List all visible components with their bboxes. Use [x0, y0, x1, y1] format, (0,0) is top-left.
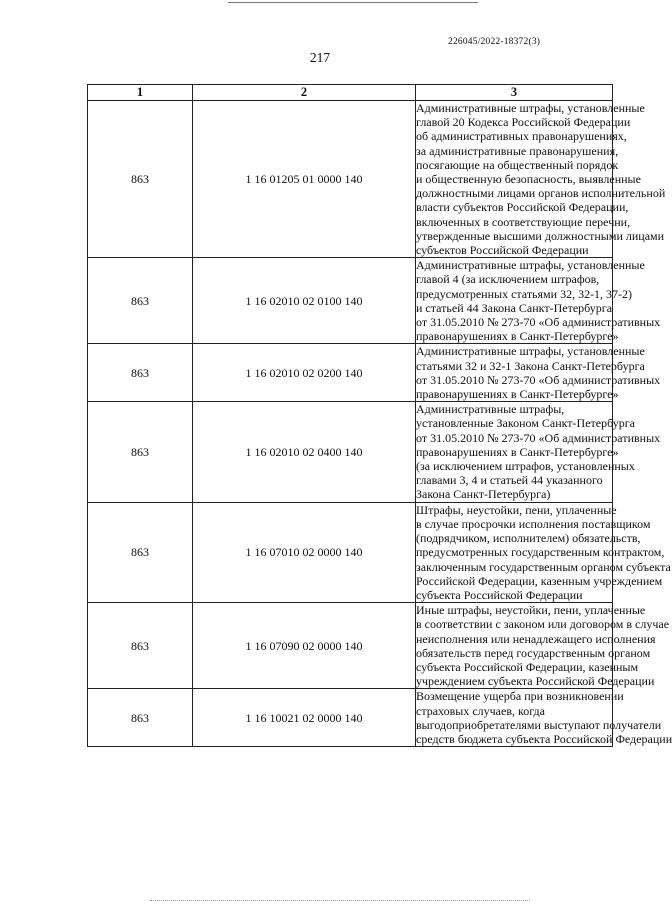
name-line: страховых случаев, когда [416, 703, 545, 718]
name-line: обязательств перед государственным органом [416, 645, 651, 660]
admin-code-cell: 863 [88, 603, 193, 689]
name-line: главой 4 (за исключением штрафов, [416, 272, 600, 287]
name-line: выгодоприобретателями выступают получатели [416, 717, 662, 732]
revenue-name-cell [416, 603, 670, 689]
name-line: должностными лицами органов исполнительной [416, 186, 666, 201]
table-row [88, 344, 613, 402]
name-line: Штрафы, неустойки, пени, уплаченные [416, 502, 617, 517]
name-line: Иные штрафы, неустойки, пени, уплаченные [416, 603, 646, 618]
name-line: власти субъектов Российской Федерации, [416, 200, 629, 215]
revenue-name-cell [416, 402, 661, 502]
revenue-code-cell: 1 16 01205 01 0000 140 [193, 101, 416, 258]
admin-code-cell: 863 [88, 258, 193, 344]
name-line: главами 3, 4 и статьей 44 указанного [416, 473, 603, 488]
name-line: Российской Федерации, казенным учреждением [416, 573, 663, 588]
revenue-code-cell: 1 16 02010 02 0400 140 [193, 402, 416, 502]
revenue-codes-table [87, 84, 672, 747]
revenue-code-cell: 1 16 02010 02 0200 140 [193, 344, 416, 402]
name-line: от 31.05.2010 № 273-70 «Об административных [416, 372, 661, 387]
name-line: статьями 32 и 32-1 Закона Санкт-Петербурга [416, 358, 645, 373]
table-row [88, 689, 613, 747]
name-line: предусмотренных государственным контрактом, [416, 545, 665, 560]
admin-code-cell: 863 [88, 101, 193, 258]
name-line: и общественную безопасность, выявленные [416, 172, 641, 187]
bottom-scan-artifact [150, 900, 530, 902]
admin-code-cell: 863 [88, 402, 193, 502]
name-line: правонарушениях в Санкт-Петербурге» [416, 329, 619, 344]
name-line: главой 20 Кодекса Российской Федерации [416, 115, 631, 130]
admin-code-cell: 863 [88, 344, 193, 402]
name-line: правонарушениях в Санкт-Петербурге» [416, 387, 619, 402]
name-line: учреждением субъекта Российской Федерации [416, 674, 655, 689]
name-line: Административные штрафы, установленные [416, 101, 645, 115]
table-header-row [88, 85, 613, 101]
name-line: Административные штрафы, [416, 402, 565, 417]
name-line: за административные правонарушения, [416, 143, 619, 158]
revenue-code-cell: 1 16 02010 02 0100 140 [193, 258, 416, 344]
name-line: в случае просрочки исполнения поставщиком [416, 516, 651, 531]
name-line: субъектов Российской Федерации [416, 243, 589, 258]
revenue-name-cell [416, 101, 666, 258]
name-line: средств бюджета субъекта Российской Федерации [416, 731, 672, 746]
name-line: Административные штрафы, установленные [416, 258, 645, 273]
table-row [88, 603, 613, 689]
name-line: от 31.05.2010 № 273-70 «Об административных [416, 315, 661, 330]
revenue-name-cell [416, 258, 661, 344]
name-line: субъекта Российской Федерации [416, 587, 583, 602]
table-row [88, 258, 613, 344]
name-line: об административных правонарушениях, [416, 129, 627, 144]
name-line: утвержденные высшими должностными лицами [416, 228, 665, 243]
name-line: неисполнения или ненадлежащего исполнения [416, 631, 656, 646]
document-number: 226045/2022-18372(3) [448, 37, 541, 47]
name-line: (подрядчиком, исполнителем) обязательств, [416, 531, 641, 546]
name-line: Административные штрафы, установленные [416, 344, 645, 359]
revenue-name-cell [416, 344, 661, 402]
name-line: включенных в соответствующие перечни, [416, 214, 631, 229]
top-scan-rule [228, 2, 478, 3]
name-line: субъекта Российской Федерации, казенным [416, 659, 639, 674]
revenue-code-cell: 1 16 07090 02 0000 140 [193, 603, 416, 689]
column-header-3: 3 [416, 85, 613, 101]
revenue-name-cell [416, 502, 671, 602]
name-line: Закона Санкт-Петербурга) [416, 487, 551, 502]
name-line: посягающие на общественный порядок [416, 157, 619, 172]
name-line: предусмотренных статьями 32, 32-1, 37-2) [416, 286, 633, 301]
admin-code-cell: 863 [88, 689, 193, 747]
page-number: 217 [309, 50, 331, 65]
name-line: установленные Законом Санкт-Петербурга [416, 416, 635, 431]
column-header-2: 2 [193, 85, 416, 101]
name-line: (за исключением штрафов, установленных [416, 459, 635, 474]
name-line: правонарушениях в Санкт-Петербурге» [416, 444, 619, 459]
revenue-code-cell: 1 16 07010 02 0000 140 [193, 502, 416, 602]
name-line: заключенным государственным органом субъекта [416, 559, 671, 574]
column-header-1: 1 [88, 85, 193, 101]
revenue-name-cell [416, 689, 672, 747]
name-line: в соответствии с законом или договором в случае [416, 617, 670, 632]
name-line: от 31.05.2010 № 273-70 «Об административных [416, 430, 661, 445]
table-body [88, 101, 672, 747]
name-line: и статьей 44 Закона Санкт-Петербурга [416, 300, 613, 315]
name-line: Возмещение ущерба при возникновении [416, 689, 624, 704]
table-row [88, 402, 613, 502]
revenue-code-cell: 1 16 10021 02 0000 140 [193, 689, 416, 747]
admin-code-cell: 863 [88, 502, 193, 602]
table-row [88, 101, 613, 258]
table-row [88, 502, 613, 602]
